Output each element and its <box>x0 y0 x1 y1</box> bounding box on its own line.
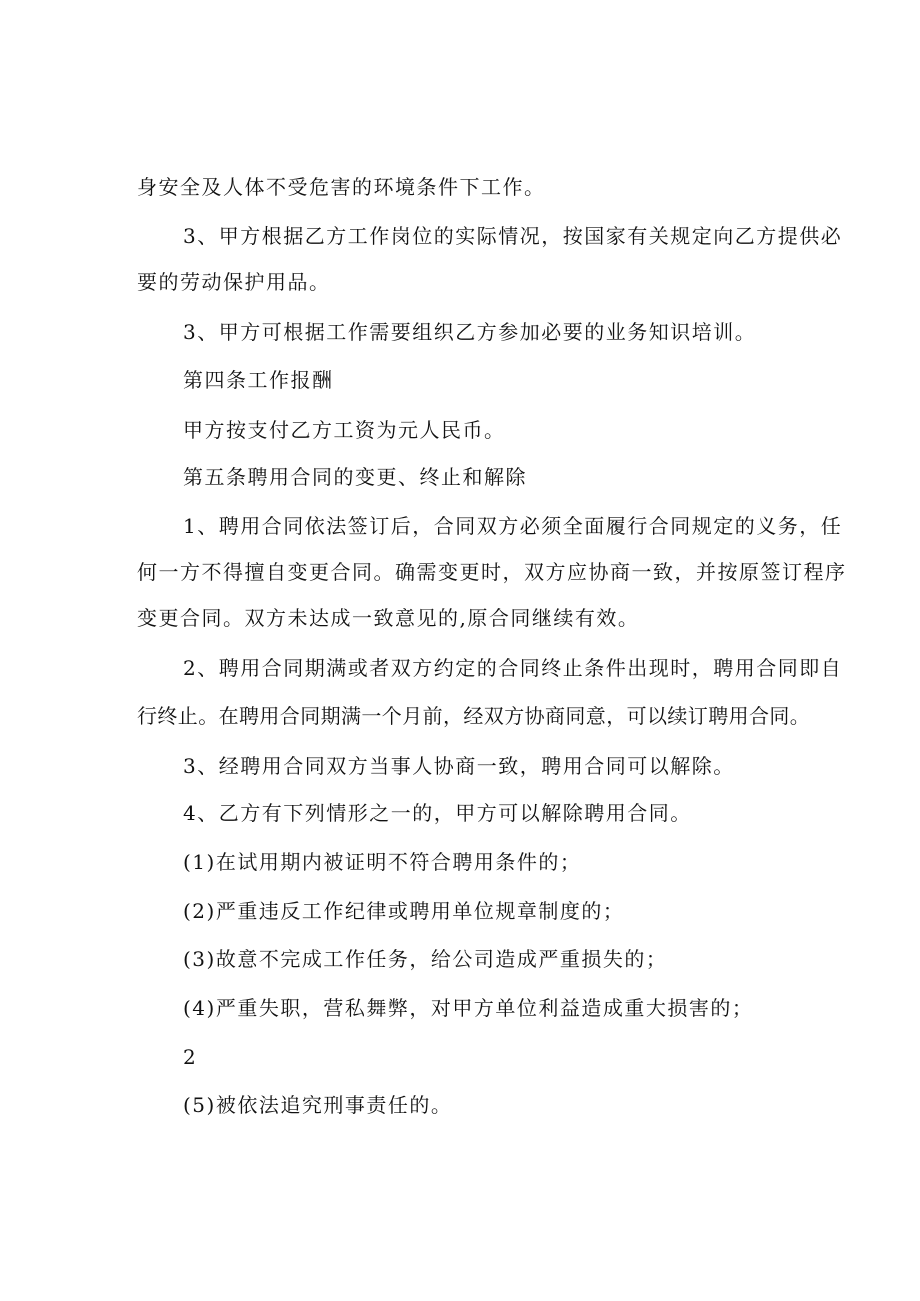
text-line: 变更合同。双方未达成一致意见的,原合同继续有效。 <box>137 606 640 630</box>
text-line: 3、甲方根据乙方工作岗位的实际情况，按国家有关规定向乙方提供必 <box>183 224 843 248</box>
text-line: 1、聘用合同依法签订后，合同双方必须全面履行合同规定的义务，任 <box>183 514 843 538</box>
text-line: 3、经聘用合同双方当事人协商一致，聘用合同可以解除。 <box>183 754 735 778</box>
section-heading: 第五条聘用合同的变更、终止和解除 <box>183 465 527 489</box>
text-line: 3、甲方可根据工作需要组织乙方参加必要的业务知识培训。 <box>183 320 757 344</box>
text-line: 甲方按支付乙方工资为元人民币。 <box>183 418 506 442</box>
text-line: 要的劳动保护用品。 <box>137 270 331 294</box>
list-item: (1)在试用期内被证明不符合聘用条件的； <box>183 850 582 874</box>
text-line: 何一方不得擅自变更合同。确需变更时，双方应协商一致，并按原签订程序 <box>137 560 847 584</box>
text-line: 行终止。在聘用合同期满一个月前，经双方协商同意，可以续订聘用合同。 <box>137 704 811 728</box>
section-heading: 第四条工作报酬 <box>183 368 334 392</box>
list-item: (5)被依法追究刑事责任的。 <box>183 1093 453 1117</box>
text-line: 身安全及人体不受危害的环境条件下工作。 <box>137 175 546 199</box>
list-item: (2)严重违反工作纪律或聘用单位规章制度的； <box>183 899 625 923</box>
text-line: 2、聘用合同期满或者双方约定的合同终止条件出现时，聘用合同即自 <box>183 656 843 680</box>
list-item: (3)故意不完成工作任务，给公司造成严重损失的； <box>183 947 668 971</box>
text-line: 4、乙方有下列情形之一的，甲方可以解除聘用合同。 <box>183 801 692 825</box>
page-number: 2 <box>183 1045 198 1069</box>
list-item: (4)严重失职，营私舞弊，对甲方单位利益造成重大损害的； <box>183 996 754 1020</box>
